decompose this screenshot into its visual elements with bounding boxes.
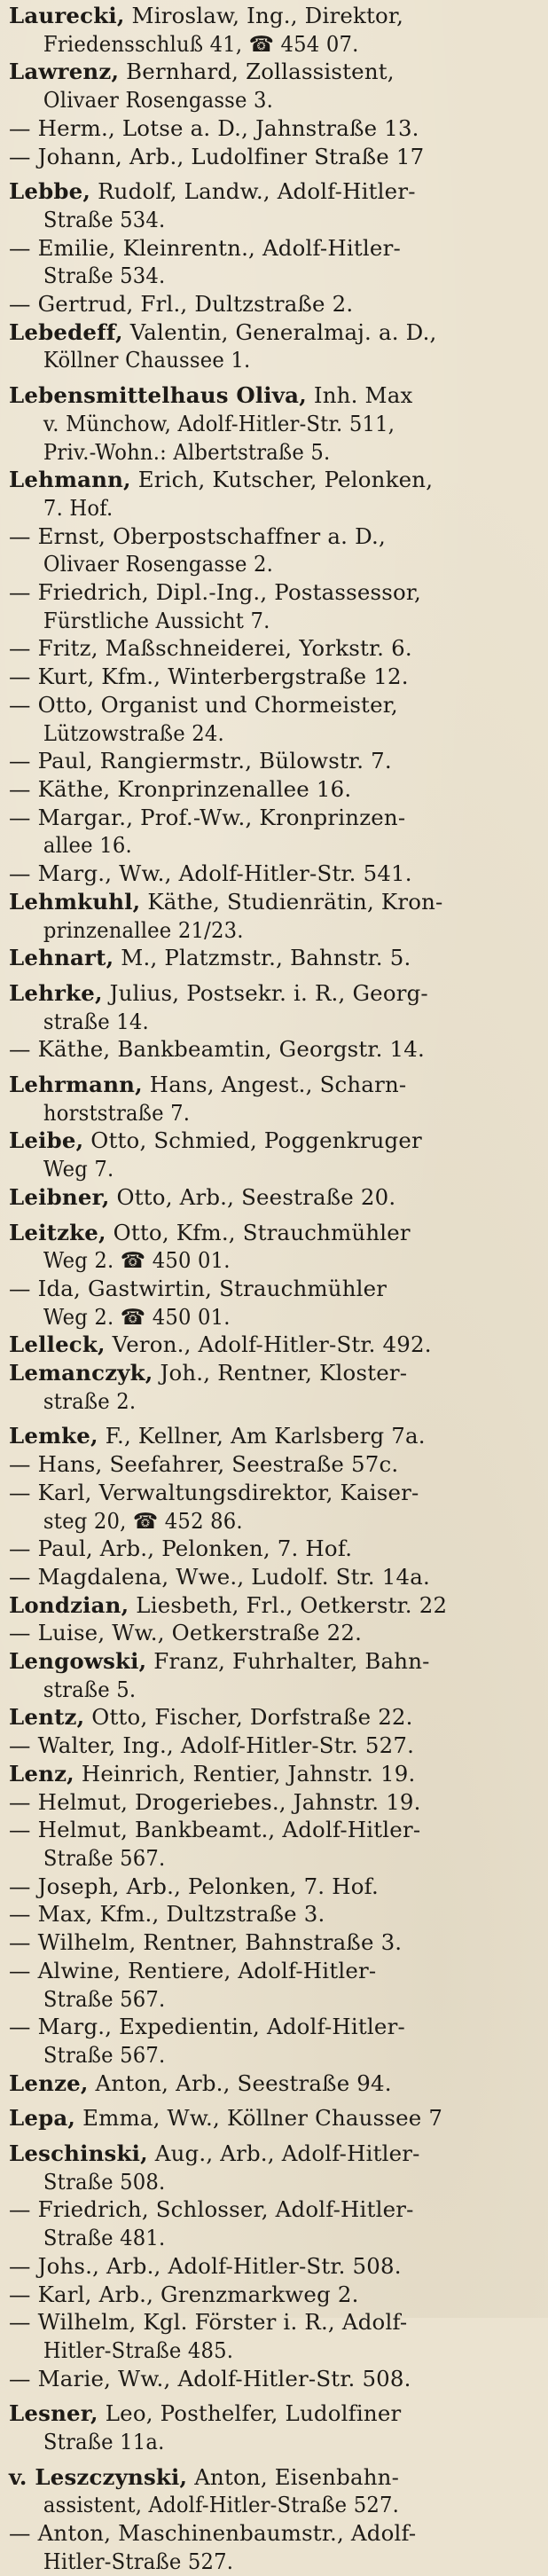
entry-details: Otto, Schmied, Poggenkruger <box>83 1127 422 1154</box>
directory-entry <box>9 1071 543 1127</box>
entry-text: Olivaer Rosengasse 3. <box>43 87 274 114</box>
entry-continuation-line <box>9 2491 504 2519</box>
directory-entry <box>9 2252 543 2281</box>
entry-surname: Laurecki, <box>9 3 125 28</box>
entry-continuation-line <box>9 550 504 578</box>
entry-first-line <box>9 2365 541 2393</box>
entry-first-line <box>9 860 541 888</box>
directory-entry <box>9 1422 543 1450</box>
entry-surname: Leibner, <box>9 1183 110 1210</box>
directory-entry <box>9 2013 543 2069</box>
entry-text: prinzenallee 21/23. <box>43 916 244 943</box>
directory-entry <box>9 944 543 972</box>
entry-text: Straße 481. <box>43 2225 166 2251</box>
entry-text: Olivaer Rosengasse 2. <box>43 551 274 577</box>
entry-first-line <box>9 522 541 551</box>
entry-text: — Ernst, Oberpostschaffner a. D., <box>9 522 386 549</box>
entry-text: — Emilie, Kleinrentn., Adolf-Hitler- <box>9 234 401 261</box>
entry-first-line <box>9 1071 541 1099</box>
directory-entry <box>9 234 543 290</box>
entry-text: — Helmut, Drogeriebes., Jahnstr. 19. <box>9 1788 421 1815</box>
entry-text: Fürstliche Aussicht 7. <box>43 607 270 633</box>
entry-text: — Otto, Organist und Chormeister, <box>9 691 398 718</box>
entry-first-line <box>9 1422 541 1450</box>
directory-entry <box>9 2399 543 2455</box>
directory-entry <box>9 1900 543 1928</box>
entry-first-line <box>9 1563 541 1591</box>
entry-text: — Johann, Arb., Ludolfiner Straße 17 <box>9 143 425 169</box>
entry-continuation-line <box>9 494 504 522</box>
entry-text: straße 2. <box>43 1387 137 1414</box>
entry-surname: Lepa, <box>9 2105 76 2132</box>
entry-first-line <box>9 1873 541 1901</box>
directory-entry <box>9 1035 543 1064</box>
entry-first-line <box>9 466 541 494</box>
directory-entry <box>9 1732 543 1760</box>
entry-text: — Luise, Ww., Oetkerstraße 22. <box>9 1620 363 1646</box>
entry-surname: Lesner, <box>9 2400 98 2427</box>
directory-entry <box>9 1957 543 2013</box>
directory-entry <box>9 318 543 374</box>
entry-continuation-line <box>9 1303 504 1331</box>
directory-entry <box>9 2365 543 2393</box>
directory-entry <box>9 522 543 578</box>
entry-details: Anton, Arb., Seestraße 94. <box>88 2069 392 2096</box>
entry-continuation-line <box>9 30 504 59</box>
entry-first-line <box>9 1619 541 1647</box>
entry-continuation-line <box>9 346 504 374</box>
entry-text: — Anton, Maschinenbaumstr., Adolf- <box>9 2520 417 2547</box>
entry-first-line <box>9 1127 541 1155</box>
directory-entry <box>9 58 543 114</box>
entry-first-line <box>9 1479 541 1507</box>
directory-entry <box>9 578 543 634</box>
directory-entry <box>9 860 543 888</box>
entry-first-line <box>9 2252 541 2281</box>
entry-surname: Lehrmann, <box>9 1072 143 1098</box>
entry-continuation-line <box>9 438 504 467</box>
entry-first-line <box>9 2195 541 2224</box>
entry-text: — Kurt, Kfm., Winterbergstraße 12. <box>9 664 409 690</box>
directory-entry <box>9 804 543 860</box>
entry-first-line <box>9 318 541 347</box>
entry-text: — Paul, Rangiermstr., Bülowstr. 7. <box>9 748 392 774</box>
entry-first-line <box>9 1591 541 1620</box>
entry-text: Friedensschluß 41, ☎ 454 07. <box>43 30 359 57</box>
entry-text: — Gertrud, Frl., Dultzstraße 2. <box>9 291 354 318</box>
entry-text: — Joseph, Arb., Pelonken, 7. Hof. <box>9 1873 379 1899</box>
entry-surname: Lehnart, <box>9 945 114 971</box>
directory-entry <box>9 979 543 1035</box>
entry-text: Straße 567. <box>43 1845 166 1871</box>
directory-entry <box>9 1788 543 1817</box>
entry-continuation-line <box>9 1985 504 2014</box>
entry-surname: Lehmkuhl, <box>9 888 141 915</box>
entry-first-line <box>9 2 541 30</box>
entry-first-line <box>9 634 541 663</box>
directory-entry <box>9 775 543 804</box>
entry-first-line <box>9 2281 541 2309</box>
entry-text: — Ida, Gastwirtin, Strauchmühler <box>9 1275 388 1301</box>
directory-entry <box>9 1816 543 1872</box>
entry-continuation-line <box>9 86 504 114</box>
entry-text: — Wilhelm, Rentner, Bahnstraße 3. <box>9 1929 403 1956</box>
entry-details: Liesbeth, Frl., Oetkerstr. 22 <box>129 1591 448 1618</box>
entry-details: M., Platzmstr., Bahnstr. 5. <box>114 945 411 971</box>
entry-surname: Lemke, <box>9 1423 98 1449</box>
entry-first-line <box>9 979 541 1008</box>
directory-entry <box>9 1647 543 1703</box>
entry-text: — Magdalena, Wwe., Ludolf. Str. 14a. <box>9 1563 430 1590</box>
directory-entry <box>9 2195 543 2251</box>
entry-first-line <box>9 578 541 607</box>
directory-entry <box>9 290 543 318</box>
entry-details: Otto, Arb., Seestraße 20. <box>109 1183 396 1210</box>
entry-surname: Lebedeff, <box>9 318 123 345</box>
directory-entry <box>9 2069 543 2098</box>
entry-continuation-line <box>9 2224 504 2252</box>
entry-text: Straße 11a. <box>43 2429 165 2455</box>
entry-details: Rudolf, Landw., Adolf-Hitler- <box>90 178 416 205</box>
entry-text: — Karl, Verwaltungsdirektor, Kaiser- <box>9 1479 419 1505</box>
directory-entry <box>9 1619 543 1647</box>
entry-details: Leo, Posthelfer, Ludolfiner <box>98 2400 402 2427</box>
entry-surname: Lelleck, <box>9 1331 106 1358</box>
entry-first-line <box>9 1183 541 1212</box>
entry-first-line <box>9 2463 541 2492</box>
entry-continuation-line <box>9 1387 504 1416</box>
directory-entry <box>9 634 543 663</box>
entry-text: — Paul, Arb., Pelonken, 7. Hof. <box>9 1535 353 1562</box>
directory-entry <box>9 114 543 143</box>
entry-first-line <box>9 177 541 206</box>
entry-first-line <box>9 888 541 916</box>
entry-details: Aug., Arb., Adolf-Hitler- <box>147 2140 420 2167</box>
directory-entry <box>9 1127 543 1182</box>
entry-first-line <box>9 2399 541 2428</box>
entry-first-line <box>9 1760 541 1788</box>
entry-text: v. Münchow, Adolf-Hitler-Str. 511, <box>43 410 395 436</box>
entry-text: — Fritz, Maßschneiderei, Yorkstr. 6. <box>9 635 412 662</box>
entry-first-line <box>9 1535 541 1563</box>
entry-surname: Lentz, <box>9 1704 85 1731</box>
entry-surname: Lenze, <box>9 2069 89 2096</box>
entry-surname: Leibe, <box>9 1127 84 1154</box>
entry-surname: Leschinski, <box>9 2140 148 2167</box>
entry-continuation-line <box>9 1099 504 1127</box>
entry-text: — Marie, Ww., Adolf-Hitler-Str. 508. <box>9 2365 411 2391</box>
entry-text: assistent, Adolf-Hitler-Straße 527. <box>43 2492 400 2518</box>
entry-text: Hitler-Straße 485. <box>43 2336 234 2363</box>
entry-surname: Lengowski, <box>9 1648 147 1675</box>
directory-entry <box>9 1535 543 1563</box>
entry-details: Miroslaw, Ing., Direktor, <box>124 3 404 28</box>
entry-surname: Lebensmittelhaus Oliva, <box>9 382 307 409</box>
directory-entry <box>9 2519 543 2575</box>
directory-entry <box>9 747 543 775</box>
directory-entry <box>9 2 543 58</box>
entry-first-line <box>9 1450 541 1479</box>
directory-entry <box>9 691 543 747</box>
directory-entry <box>9 1219 543 1275</box>
entry-text: Weg 7. <box>43 1156 114 1182</box>
entry-details: Inh. Max <box>306 382 413 409</box>
entry-continuation-line <box>9 1507 504 1535</box>
entry-text: Köllner Chaussee 1. <box>43 347 251 373</box>
entry-first-line <box>9 2104 541 2132</box>
entry-text: Priv.-Wohn.: Albertstraße 5. <box>43 438 331 465</box>
directory-entry <box>9 2463 543 2519</box>
entry-first-line <box>9 775 541 804</box>
entry-surname: Lawrenz, <box>9 59 120 85</box>
entry-first-line <box>9 1900 541 1928</box>
entry-text: — Friedrich, Schlosser, Adolf-Hitler- <box>9 2196 414 2223</box>
entry-continuation-line <box>9 410 504 438</box>
entry-first-line <box>9 2308 541 2336</box>
entry-continuation-line <box>9 607 504 635</box>
entry-details: Julius, Postsekr. i. R., Georg- <box>102 979 428 1006</box>
entry-first-line <box>9 747 541 775</box>
entry-details: Anton, Eisenbahn- <box>187 2463 400 2490</box>
entry-details: Franz, Fuhrhalter, Bahn- <box>146 1648 430 1675</box>
directory-entry <box>9 1183 543 1212</box>
entry-text: — Käthe, Kronprinzenallee 16. <box>9 775 352 802</box>
entry-text: — Wilhelm, Kgl. Förster i. R., Adolf- <box>9 2309 408 2336</box>
entry-details: Bernhard, Zollassistent, <box>119 59 395 85</box>
directory-entry <box>9 143 543 171</box>
entry-text: — Käthe, Bankbeamtin, Georgstr. 14. <box>9 1036 425 1063</box>
entry-text: — Walter, Ing., Adolf-Hitler-Str. 527. <box>9 1732 415 1759</box>
entry-first-line <box>9 1788 541 1817</box>
entry-first-line <box>9 143 541 171</box>
entry-text: — Marg., Expedientin, Adolf-Hitler- <box>9 2014 405 2040</box>
entry-first-line <box>9 1928 541 1957</box>
entry-text: — Herm., Lotse a. D., Jahnstraße 13. <box>9 114 419 141</box>
entry-text: straße 14. <box>43 1008 149 1034</box>
directory-entry <box>9 663 543 691</box>
entry-text: Lützowstraße 24. <box>43 719 224 746</box>
directory-entry <box>9 1359 543 1415</box>
entry-first-line <box>9 2519 541 2548</box>
entry-continuation-line <box>9 1155 504 1183</box>
entry-text: 7. Hof. <box>43 494 114 521</box>
entry-surname: Londzian, <box>9 1591 129 1618</box>
entry-text: — Margar., Prof.-Ww., Kronprinzen- <box>9 804 406 830</box>
entry-text: straße 5. <box>43 1676 137 1702</box>
entry-text: Hitler-Straße 527. <box>43 2548 234 2574</box>
directory-entry <box>9 1760 543 1788</box>
entry-first-line <box>9 2013 541 2041</box>
entry-text: — Marg., Ww., Adolf-Hitler-Str. 541. <box>9 860 412 887</box>
entry-text: steg 20, ☎ 452 86. <box>43 1507 243 1534</box>
entry-first-line <box>9 58 541 86</box>
entry-continuation-line <box>9 2336 504 2365</box>
entry-surname: v. Leszczynski, <box>9 2463 188 2490</box>
entry-continuation-line <box>9 719 504 748</box>
entry-continuation-line <box>9 2041 504 2069</box>
directory-entry <box>9 2140 543 2195</box>
entry-details: Käthe, Studienrätin, Kron- <box>140 888 443 915</box>
entry-surname: Lemanczyk, <box>9 1360 153 1386</box>
entry-text: horststraße 7. <box>43 1099 191 1126</box>
entry-text: allee 16. <box>43 832 132 859</box>
entry-details: Erich, Kutscher, Pelonken, <box>130 467 434 493</box>
entry-surname: Lebbe, <box>9 178 91 205</box>
directory-entry <box>9 1563 543 1591</box>
entry-text: Straße 567. <box>43 2041 166 2068</box>
directory-entry <box>9 1591 543 1620</box>
entry-text: Straße 534. <box>43 206 166 232</box>
entry-first-line <box>9 1359 541 1387</box>
entry-first-line <box>9 114 541 143</box>
entry-first-line <box>9 2140 541 2168</box>
entry-details: Otto, Fischer, Dorfstraße 22. <box>84 1704 413 1731</box>
entry-first-line <box>9 1219 541 1247</box>
entry-text: — Max, Kfm., Dultzstraße 3. <box>9 1901 325 1928</box>
entry-text: Straße 567. <box>43 1985 166 2012</box>
directory-entry <box>9 1928 543 1957</box>
entry-first-line <box>9 2069 541 2098</box>
entry-continuation-line <box>9 2428 504 2456</box>
entry-details: Veron., Adolf-Hitler-Str. 492. <box>105 1331 432 1358</box>
entry-details: Emma, Ww., Köllner Chaussee 7 <box>75 2105 443 2132</box>
entry-continuation-line <box>9 206 504 234</box>
entry-first-line <box>9 663 541 691</box>
entry-text: — Alwine, Rentiere, Adolf-Hitler- <box>9 1957 377 1983</box>
entry-text: Straße 534. <box>43 263 166 289</box>
entry-continuation-line <box>9 1676 504 1704</box>
entry-continuation-line <box>9 916 504 945</box>
directory-entry <box>9 2281 543 2309</box>
entry-first-line <box>9 1647 541 1676</box>
entry-first-line <box>9 1035 541 1064</box>
entry-details: Joh., Rentner, Kloster- <box>153 1360 408 1386</box>
entry-text: — Hans, Seefahrer, Seestraße 57c. <box>9 1451 399 1478</box>
directory-entry <box>9 2308 543 2364</box>
entry-first-line <box>9 1816 541 1844</box>
entry-first-line <box>9 1331 541 1359</box>
entry-surname: Lehmann, <box>9 467 131 493</box>
entry-details: Otto, Kfm., Strauchmühler <box>106 1219 411 1245</box>
directory-entry <box>9 466 543 522</box>
directory-entry <box>9 1450 543 1479</box>
directory-entry <box>9 177 543 233</box>
entry-first-line <box>9 290 541 318</box>
entry-details: Valentin, Generalmaj. a. D., <box>122 318 437 345</box>
entry-details: F., Kellner, Am Karlsberg 7a. <box>98 1423 426 1449</box>
entry-first-line <box>9 1275 541 1303</box>
entry-first-line <box>9 804 541 832</box>
directory-entry <box>9 1275 543 1331</box>
entry-surname: Lenz, <box>9 1760 74 1787</box>
entry-first-line <box>9 1703 541 1732</box>
directory-entry <box>9 1331 543 1359</box>
entry-continuation-line <box>9 1844 504 1873</box>
entry-continuation-line <box>9 1246 504 1275</box>
entry-continuation-line <box>9 262 504 290</box>
entry-text: Weg 2. ☎ 450 01. <box>43 1303 231 1330</box>
entry-continuation-line <box>9 1008 504 1036</box>
entry-details: Heinrich, Rentier, Jahnstr. 19. <box>74 1760 416 1787</box>
entry-first-line <box>9 944 541 972</box>
entry-first-line <box>9 1957 541 1985</box>
entry-text: — Johs., Arb., Adolf-Hitler-Str. 508. <box>9 2252 402 2279</box>
directory-entry <box>9 381 543 466</box>
entry-text: — Helmut, Bankbeamt., Adolf-Hitler- <box>9 1817 421 1843</box>
directory-entry <box>9 1479 543 1535</box>
entry-text: Weg 2. ☎ 450 01. <box>43 1247 231 1274</box>
entry-text: — Friedrich, Dipl.-Ing., Postassessor, <box>9 579 422 606</box>
directory-entry <box>9 1703 543 1732</box>
entry-text: Straße 508. <box>43 2168 166 2195</box>
entry-first-line <box>9 1732 541 1760</box>
directory-entry <box>9 888 543 944</box>
entry-surname: Lehrke, <box>9 979 103 1006</box>
entry-first-line <box>9 381 541 410</box>
entry-continuation-line <box>9 2548 504 2576</box>
entry-first-line <box>9 691 541 719</box>
entry-details: Hans, Angest., Scharn- <box>142 1072 407 1098</box>
entry-continuation-line <box>9 831 504 860</box>
entry-text: — Karl, Arb., Grenzmarkweg 2. <box>9 2281 359 2307</box>
directory-entry <box>9 1873 543 1901</box>
entry-continuation-line <box>9 2168 504 2196</box>
entry-surname: Leitzke, <box>9 1219 106 1245</box>
directory-entry <box>9 2104 543 2132</box>
entry-first-line <box>9 234 541 263</box>
